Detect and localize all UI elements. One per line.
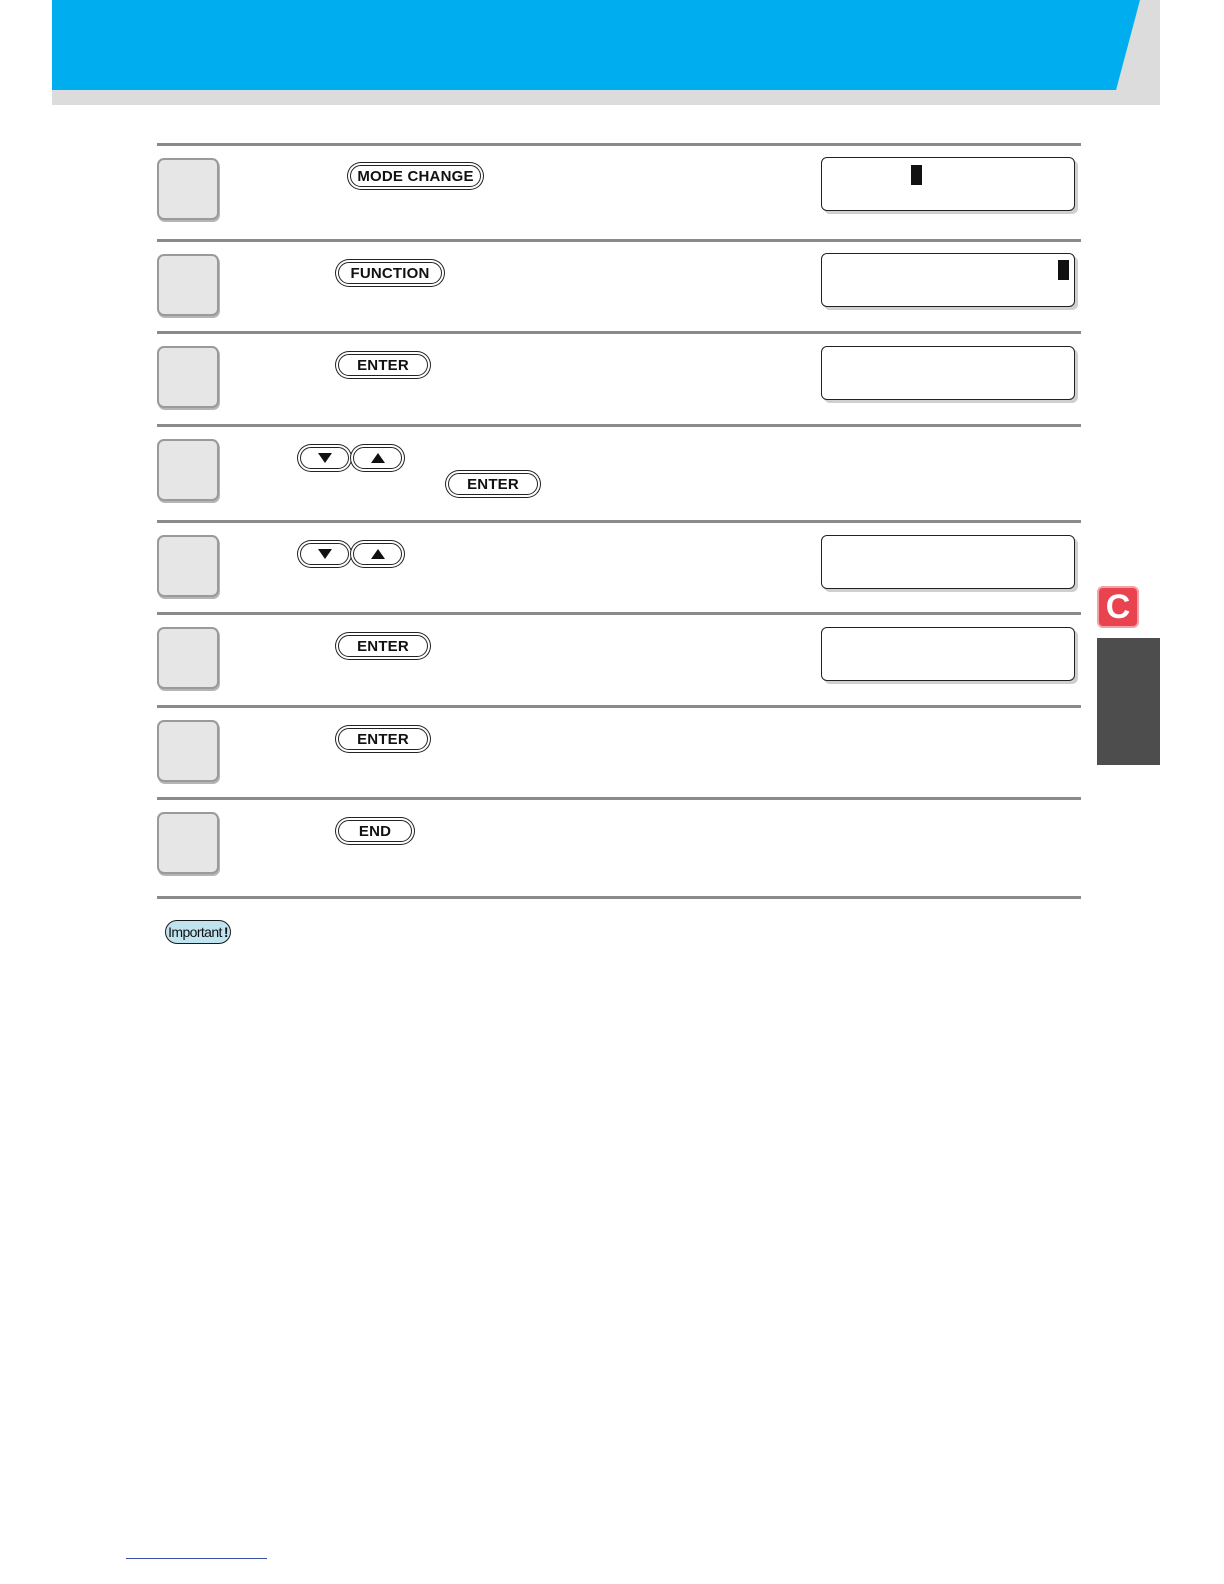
lcd-display — [821, 627, 1075, 681]
important-badge — [165, 920, 231, 944]
important-mark: ! — [223, 924, 228, 940]
end-key[interactable]: END — [338, 820, 412, 842]
step-number-box — [157, 627, 219, 689]
lcd-display — [821, 346, 1075, 400]
down-triangle-icon — [318, 453, 332, 463]
step-number-box — [157, 439, 219, 501]
lcd-display — [821, 157, 1075, 211]
important-label: Important — [168, 924, 222, 940]
step-divider — [157, 239, 1081, 242]
up-arrow-key[interactable] — [353, 543, 402, 565]
down-arrow-key[interactable] — [300, 543, 349, 565]
step-number-box — [157, 346, 219, 408]
lcd-cursor — [911, 165, 922, 185]
enter-key[interactable]: ENTER — [338, 354, 428, 376]
step-divider — [157, 424, 1081, 427]
mode-change-key[interactable]: MODE CHANGE — [350, 165, 481, 187]
lcd-cursor — [1058, 260, 1069, 280]
step-number-box — [157, 254, 219, 316]
up-triangle-icon — [371, 453, 385, 463]
lcd-display — [821, 535, 1075, 589]
step-divider — [157, 896, 1081, 899]
up-triangle-icon — [371, 549, 385, 559]
step-divider — [157, 331, 1081, 334]
step-divider — [157, 797, 1081, 800]
chapter-letter: C — [1105, 587, 1131, 626]
lcd-display — [821, 253, 1075, 307]
enter-key[interactable]: ENTER — [448, 473, 538, 495]
enter-key[interactable]: ENTER — [338, 728, 428, 750]
down-triangle-icon — [318, 549, 332, 559]
step-divider — [157, 520, 1081, 523]
up-arrow-key[interactable] — [353, 447, 402, 469]
footer-link-underline — [126, 1558, 267, 1559]
chapter-index-tab — [1097, 638, 1160, 765]
chapter-tab-c[interactable] — [1097, 586, 1139, 628]
step-divider — [157, 612, 1081, 615]
step-divider — [157, 143, 1081, 146]
function-key[interactable]: FUNCTION — [338, 262, 442, 284]
step-number-box — [157, 535, 219, 597]
down-arrow-key[interactable] — [300, 447, 349, 469]
step-number-box — [157, 158, 219, 220]
step-number-box — [157, 812, 219, 874]
step-number-box — [157, 720, 219, 782]
step-divider — [157, 705, 1081, 708]
enter-key[interactable]: ENTER — [338, 635, 428, 657]
header-banner — [52, 0, 1140, 90]
